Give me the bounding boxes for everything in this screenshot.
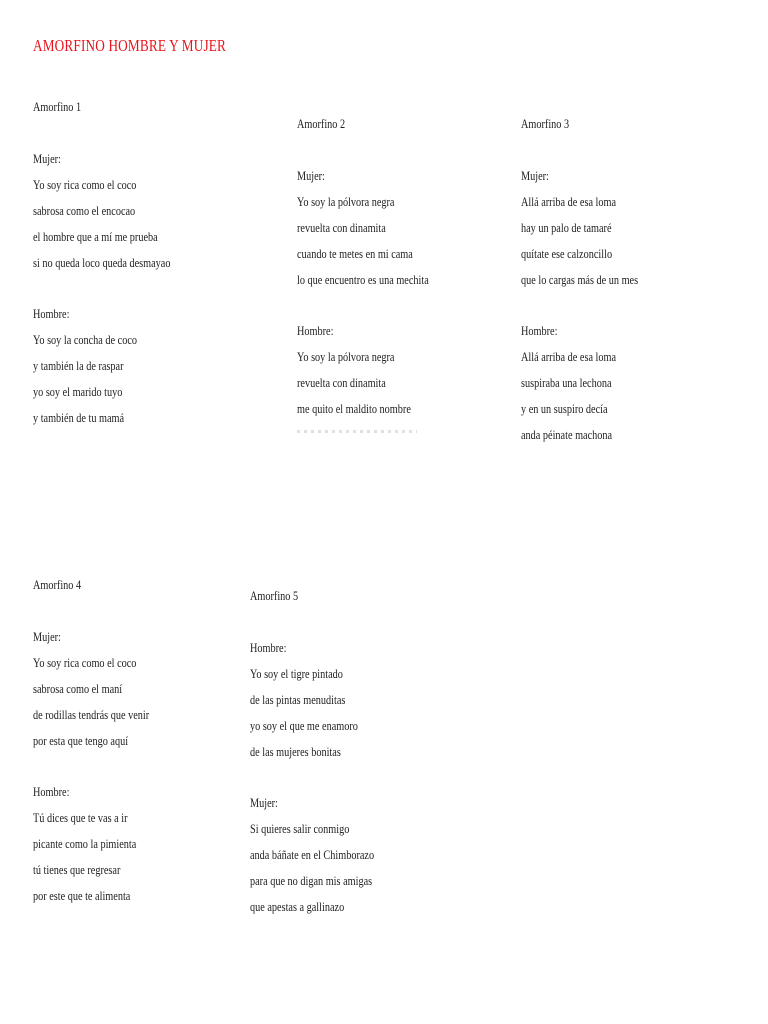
speaker-label: Hombre:	[297, 324, 334, 338]
speaker-label: Mujer:	[33, 630, 61, 644]
verse-line: revuelta con dinamita	[297, 221, 386, 235]
verse-line: Yo soy la pólvora negra	[297, 195, 395, 209]
verse-line: quítate ese calzoncillo	[521, 247, 613, 261]
verse-line: anda péinate machona	[521, 428, 613, 442]
cut-off-line	[297, 430, 417, 433]
verse-line: Yo soy el tigre pintado	[250, 667, 343, 681]
verse-line: si no queda loco queda desmayao	[33, 256, 171, 270]
verse-line: picante como la pimienta	[33, 837, 137, 851]
verse-line: y también la de raspar	[33, 359, 124, 373]
verse-line: me quito el maldito nombre	[297, 402, 411, 416]
verse-line: de las mujeres bonitas	[250, 745, 341, 759]
speaker-label: Mujer:	[33, 152, 61, 166]
verse-line: Yo soy rica como el coco	[33, 656, 137, 670]
speaker-label: Mujer:	[521, 169, 549, 183]
verse-line: yo soy el marido tuyo	[33, 385, 123, 399]
verse-line: por este que te alimenta	[33, 889, 131, 903]
verse-line: de las pintas menuditas	[250, 693, 346, 707]
speaker-label: Hombre:	[250, 641, 287, 655]
verse-line: cuando te metes en mi cama	[297, 247, 413, 261]
speaker-label: Mujer:	[250, 796, 278, 810]
speaker-label: Mujer:	[297, 169, 325, 183]
verse-line: Allá arriba de esa loma	[521, 195, 617, 209]
verse-line: anda báñate en el Chimborazo	[250, 848, 375, 862]
speaker-label: Hombre:	[33, 785, 70, 799]
verse-line: Yo soy rica como el coco	[33, 178, 137, 192]
speaker-label: Hombre:	[521, 324, 558, 338]
verse-line: revuelta con dinamita	[297, 376, 386, 390]
poem-heading: Amorfino 5	[250, 589, 299, 603]
verse-line: de rodillas tendrás que venir	[33, 708, 150, 722]
verse-line: sabrosa como el encocao	[33, 204, 136, 218]
verse-line: tú tienes que regresar	[33, 863, 121, 877]
verse-line: por esta que tengo aquí	[33, 734, 129, 748]
verse-line: que apestas a gallinazo	[250, 900, 345, 914]
verse-line: Yo soy la pólvora negra	[297, 350, 395, 364]
verse-line: hay un palo de tamaré	[521, 221, 612, 235]
verse-line: y también de tu mamá	[33, 411, 125, 425]
verse-line: y en un suspiro decía	[521, 402, 608, 416]
verse-line: suspiraba una lechona	[521, 376, 612, 390]
verse-line: para que no digan mis amigas	[250, 874, 373, 888]
verse-line: el hombre que a mí me prueba	[33, 230, 158, 244]
poem-heading: Amorfino 3	[521, 117, 570, 131]
poem-heading: Amorfino 1	[33, 100, 82, 114]
verse-line: que lo cargas más de un mes	[521, 273, 639, 287]
poem-heading: Amorfino 2	[297, 117, 346, 131]
verse-line: yo soy el que me enamoro	[250, 719, 358, 733]
verse-line: Tú dices que te vas a ir	[33, 811, 128, 825]
verse-line: Allá arriba de esa loma	[521, 350, 617, 364]
verse-line: Yo soy la concha de coco	[33, 333, 137, 347]
verse-line: Si quieres salir conmigo	[250, 822, 350, 836]
poem-heading: Amorfino 4	[33, 578, 82, 592]
page-title: AMORFINO HOMBRE Y MUJER	[33, 36, 227, 55]
verse-line: lo que encuentro es una mechita	[297, 273, 429, 287]
verse-line: sabrosa como el maní	[33, 682, 123, 696]
speaker-label: Hombre:	[33, 307, 70, 321]
